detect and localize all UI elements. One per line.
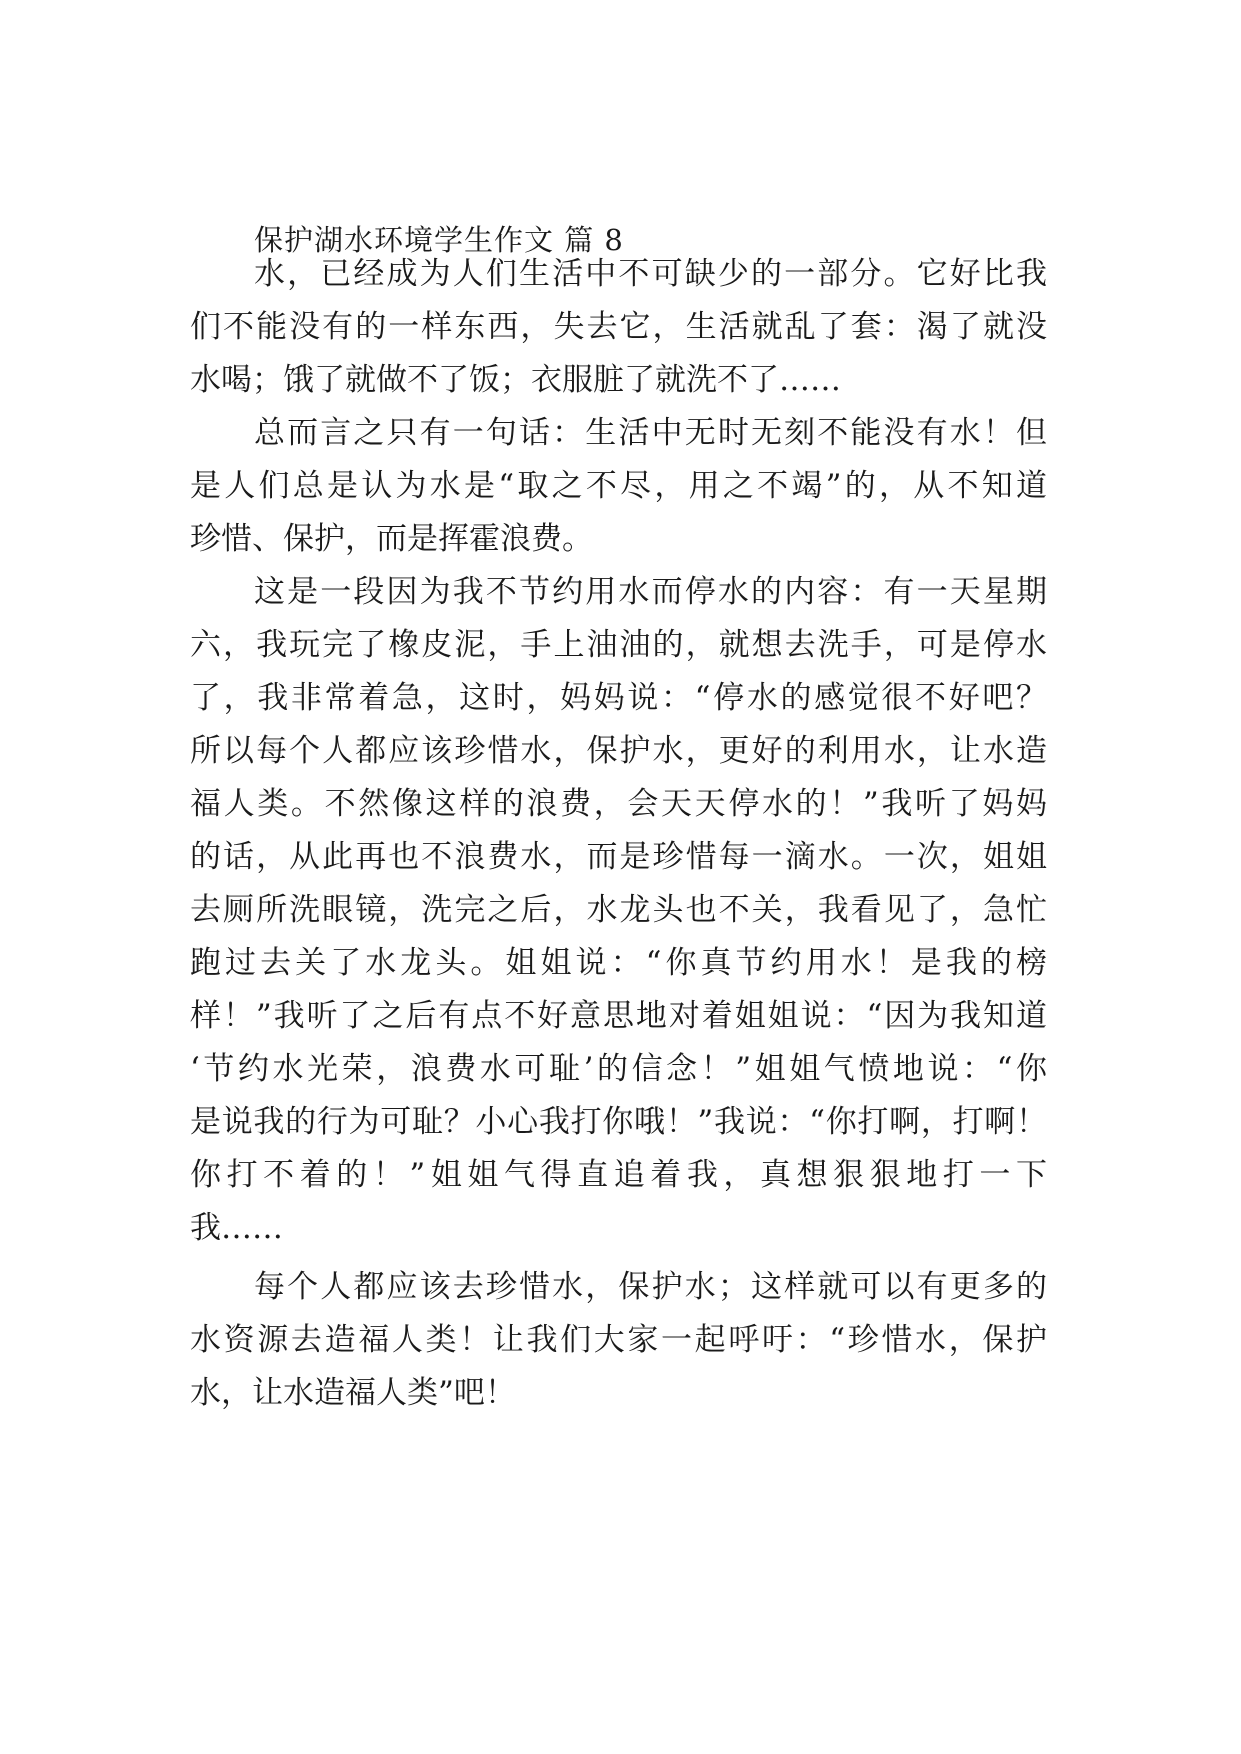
paragraph-2-line-1: 总而言之只有一句话：生活中无时无刻不能没有水！但 [254, 415, 1047, 451]
paragraph-3-line-1: 这是一段因为我不节约用水而停水的内容：有一天星期 [254, 574, 1047, 610]
paragraph-3-line-13: 我…… [190, 1210, 283, 1246]
paragraph-3-line-3: 了，我非常着急，这时，妈妈说：“停水的感觉很不好吧？ [190, 680, 1047, 716]
paragraph-2-line-3: 珍惜、保护，而是挥霍浪费。 [190, 521, 593, 557]
paragraph-1-line-2: 们不能没有的一样东西，失去它，生活就乱了套：渴了就没 [190, 309, 1047, 345]
paragraph-3-line-12: 你打不着的！”姐姐气得直追着我，真想狠狠地打一下 [190, 1157, 1047, 1193]
paragraph-3-line-5: 福人类。不然像这样的浪费，会天天停水的！”我听了妈妈 [190, 786, 1047, 822]
paragraph-3-line-4: 所以每个人都应该珍惜水，保护水，更好的利用水，让水造 [190, 733, 1047, 769]
paragraph-3-line-8: 跑过去关了水龙头。姐姐说：“你真节约用水！是我的榜 [190, 945, 1047, 981]
essay-title: 保护湖水环境学生作文 篇 8 [254, 223, 624, 257]
paragraph-3-line-11: 是说我的行为可耻？小心我打你哦！”我说：“你打啊，打啊！ [190, 1104, 1047, 1140]
paragraph-4-line-3: 水，让水造福人类”吧！ [190, 1375, 516, 1411]
paragraph-4-line-1: 每个人都应该去珍惜水，保护水；这样就可以有更多的 [254, 1269, 1047, 1305]
paragraph-1-line-3: 水喝；饿了就做不了饭；衣服脏了就洗不了…… [190, 362, 841, 398]
paragraph-3-line-7: 去厕所洗眼镜，洗完之后，水龙头也不关，我看见了，急忙 [190, 892, 1047, 928]
paragraph-3-line-2: 六，我玩完了橡皮泥，手上油油的，就想去洗手，可是停水 [190, 627, 1047, 663]
paragraph-3-line-6: 的话，从此再也不浪费水，而是珍惜每一滴水。一次，姐姐 [190, 839, 1047, 875]
paragraph-3-line-9: 样！”我听了之后有点不好意思地对着姐姐说：“因为我知道 [190, 998, 1047, 1034]
paragraph-3-line-10: ‘节约水光荣，浪费水可耻’的信念！”姐姐气愤地说：“你 [190, 1051, 1047, 1087]
paragraph-4-line-2: 水资源去造福人类！让我们大家一起呼吁：“珍惜水，保护 [190, 1322, 1047, 1358]
paragraph-2-line-2: 是人们总是认为水是“取之不尽，用之不竭”的，从不知道 [190, 468, 1047, 504]
paragraph-1-line-1: 水，已经成为人们生活中不可缺少的一部分。它好比我 [254, 256, 1047, 292]
